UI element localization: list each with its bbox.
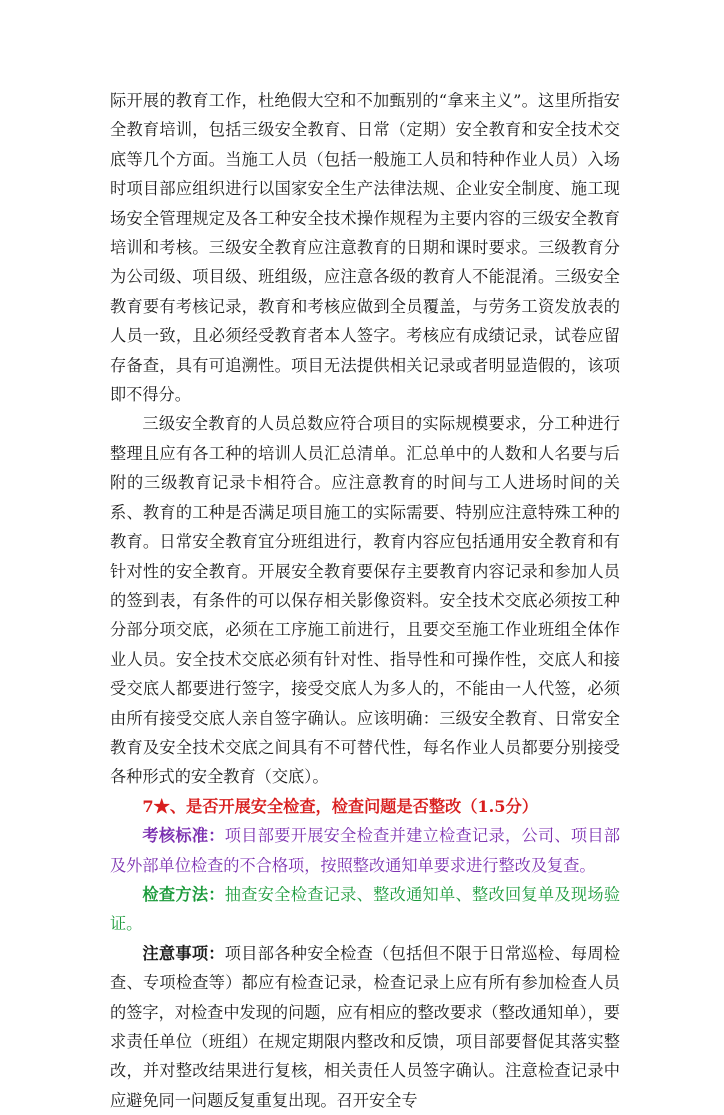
inspection-method-text: 抽查安全检查记录、整改通知单、整改回复单及现场验证。 xyxy=(110,884,621,934)
section-heading: 7★、是否开展安全检查，检查问题是否整改（1.5分） xyxy=(142,796,538,816)
assessment-standard xyxy=(110,821,620,880)
notes-text: 项目部各种安全检查（包括但不限于日常巡检、每周检查、专项检查等）都应有检查记录，检查记录上应有所有参加检查人员的签字，对检查中发现的问题，应有相应的整改要求（整改通知单），要求责任单位（班组）在规定期限内整改和反馈，项目部要督促其落实整改，并对整改结果进行复核，相关责任人员签字确认。注意检查记录中应避免同一问题反复重复出现。召开安全专 xyxy=(110,943,621,1110)
notes-label: 注意事项： xyxy=(142,943,225,963)
inspection-method xyxy=(110,880,620,939)
notes xyxy=(110,939,620,1115)
inspection-method-label: 检查方法： xyxy=(142,884,225,904)
paragraph-education-training: 际开展的教育工作，杜绝假大空和不加甄别的“拿来主义”。这里所指安全教育培训，包括三级安全教育、日常（定期）安全教育和安全技术交底等几个方面。当施工人员（包括一般施工人员和特种作业人员）入场时项目部应组织进行以国家安全生产法律法规、企业安全制度、施工现场安全管理规定及各工种安全技术操作规程为主要内容的三级安全教育培训和考核。三级安全教育应注意教育的日期和课时要求。三级教育分为公司级、项目级、班组级，应注意各级的教育人不能混淆。三级安全教育要有考核记录，教育和考核应做到全员覆盖，与劳务工资发放表的人员一致，且必须经受教育者本人签字。考核应有成绩记录，试卷应留存备查，具有可追溯性。项目无法提供相关记录或者明显造假的，该项即不得分。 xyxy=(110,91,620,405)
assessment-standard-text: 项目部要开展安全检查并建立检查记录，公司、项目部及外部单位检查的不合格项，按照整改通知单要求进行整改及复查。 xyxy=(110,826,621,875)
document-page xyxy=(110,86,620,1115)
paragraph-three-level-education: 三级安全教育的人员总数应符合项目的实际规模要求，分工种进行整理且应有各工种的培训人员汇总清单。汇总单中的人数和人名要与后附的三级教育记录卡相符合。应注意教育的时间与工人进场时间的关系、教育的工种是否满足项目施工的实际需要、特别应注意特殊工种的教育。日常安全教育宜分班组进行，教育内容应包括通用安全教育和有针对性的安全教育。开展安全教育要保存主要教育内容记录和参加人员的签到表，有条件的可以保存相关影像资料。安全技术交底必须按工种分部分项交底，必须在工序施工前进行，且要交至施工作业班组全体作业人员。安全技术交底必须有针对性、指导性和可操作性，交底人和接受交底人都要进行签字，接受交底人为多人的，不能由一人代签，必须由所有接受交底人亲自签字确认。应该明确：三级安全教育、日常安全教育及安全技术交底之间具有不可替代性，每名作业人员都要分别接受各种形式的安全教育（交底）。 xyxy=(110,414,620,787)
assessment-standard-label: 考核标准： xyxy=(142,826,225,846)
